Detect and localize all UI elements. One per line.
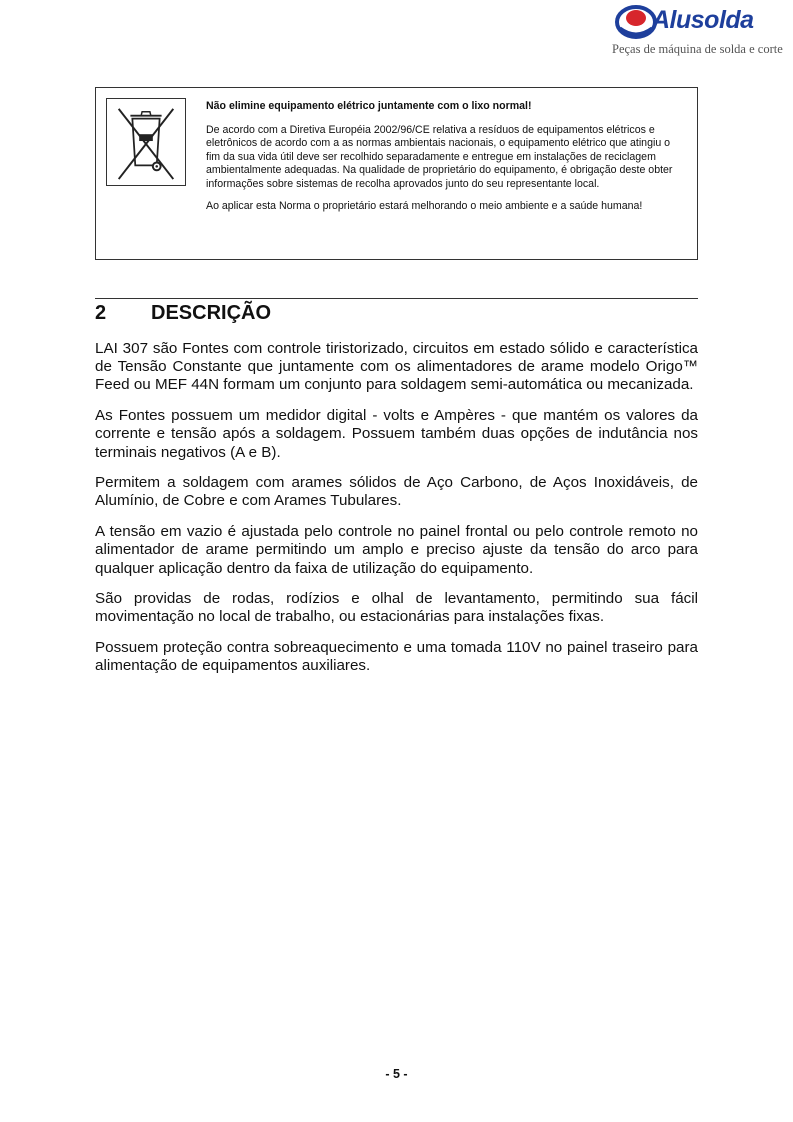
body-paragraph: São providas de rodas, rodízios e olhal de levantamento, permitindo sua fácil movimentação no local de trabalho, ou estacionárias para instalações fixas. (95, 590, 698, 626)
body-paragraph: Permitem a soldagem com arames sólidos de Aço Carbono, de Aços Inoxidáveis, de Alumínio, de Cobre e com Arames Tubulares. (95, 474, 698, 510)
brand-logo (610, 4, 786, 60)
section-title: DESCRIÇÃO (151, 302, 272, 324)
weee-notice-paragraph: Ao aplicar esta Norma o proprietário estará melhorando o meio ambiente e a saúde humana! (206, 199, 643, 212)
weee-notice-text (206, 100, 681, 221)
brand-name: Alusolda (652, 6, 754, 34)
section-heading (95, 302, 271, 325)
weee-notice-paragraph: De acordo com a Diretiva Européia 2002/96/CE relativa a resíduos de equipamentos elétricos e eletrônicos de acordo com a as normas ambientais nacionais, o equipamento elétrico que atingiu o fim da sua vida útil deve ser recolhido separadamente e entregue em instalações de reciclagem ambientalmente adequadas. Na qualidade de proprietário do equipamento, é obrigação deste obter informações sobre sistemas de recolha aprovados junto do seu representante local. (206, 123, 673, 190)
section-divider (95, 298, 698, 299)
body-paragraph: Possuem proteção contra sobreaquecimento e uma tomada 110V no painel traseiro para alimentação de equipamentos auxiliares. (95, 639, 698, 675)
body-paragraph: A tensão em vazio é ajustada pelo controle no painel frontal ou pelo controle remoto no alimentador de arame permitindo um amplo e preciso ajuste da tensão do arco para qualquer aplicação dentro da faixa de utilização do equipamento. (95, 523, 698, 577)
weee-notice-box (95, 87, 698, 260)
section-number: 2 (95, 302, 107, 324)
weee-notice-title: Não elimine equipamento elétrico juntamente com o lixo normal! (206, 100, 532, 112)
crossed-out-wheelie-bin-icon (106, 98, 186, 186)
body-paragraph: As Fontes possuem um medidor digital - volts e Ampères - que mantém os valores da corrente e tensão após a soldagem. Possuem também duas opções de indutância nos terminais negativos (A e B). (95, 407, 698, 461)
brand-tagline: Peças de máquina de solda e corte (612, 42, 783, 56)
body-paragraph: LAI 307 são Fontes com controle tiristorizado, circuitos em estado sólido e característica de Tensão Constante que juntamente com os alimentadores de arame modelo Origo™ Feed ou MEF 44N formam um conjunto para soldagem semi-automática ou mecanizada. (95, 340, 698, 394)
page-number: - 5 - (385, 1067, 408, 1081)
section-body (95, 340, 698, 688)
